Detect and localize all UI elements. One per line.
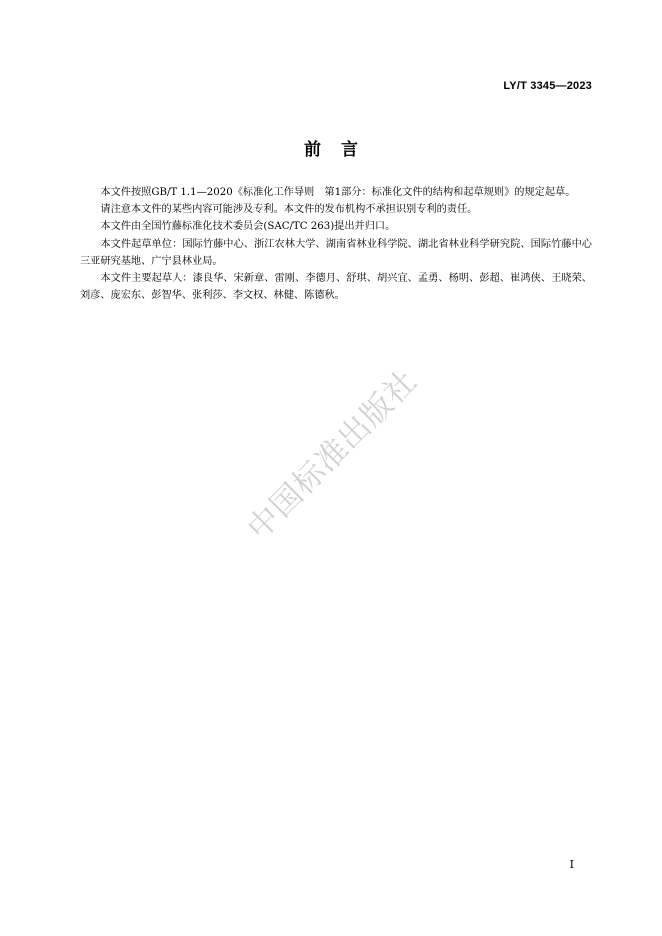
paragraph-main-drafters: 本文件主要起草人：漆良华、宋新章、雷刚、李德月、舒琪、胡兴宜、孟勇、杨明、彭超、崔鸿侠、王晓荣、刘彦、庞宏东、彭智华、张利莎、李文权、林健、陈德秋。 xyxy=(80,273,592,302)
paragraph-drafting-rules: 本文件按照GB/T 1.1—2020《标准化工作导则 第1部分：标准化文件的结构和起草规则》的规定起草。 xyxy=(100,187,576,198)
paragraph-drafting-organizations: 本文件起草单位：国际竹藤中心、浙江农林大学、湖南省林业科学院、湖北省林业科学研究院、国际竹藤中心三亚研究基地、广宁县林业局。 xyxy=(80,238,592,267)
paragraph-patent-notice: 请注意本文件的某些内容可能涉及专利。本文件的发布机构不承担识别专利的责任。 xyxy=(100,204,478,216)
standard-number: LY/T 3345—2023 xyxy=(503,80,592,92)
page-number: I xyxy=(569,858,574,871)
paragraph-proposed-by: 本文件由全国竹藤标准化技术委员会(SAC/TC 263)提出并归口。 xyxy=(100,221,396,233)
foreword-body xyxy=(80,184,592,304)
page-title: 前言 xyxy=(304,140,378,160)
publisher-watermark: 中国标准出版社 xyxy=(240,363,425,547)
